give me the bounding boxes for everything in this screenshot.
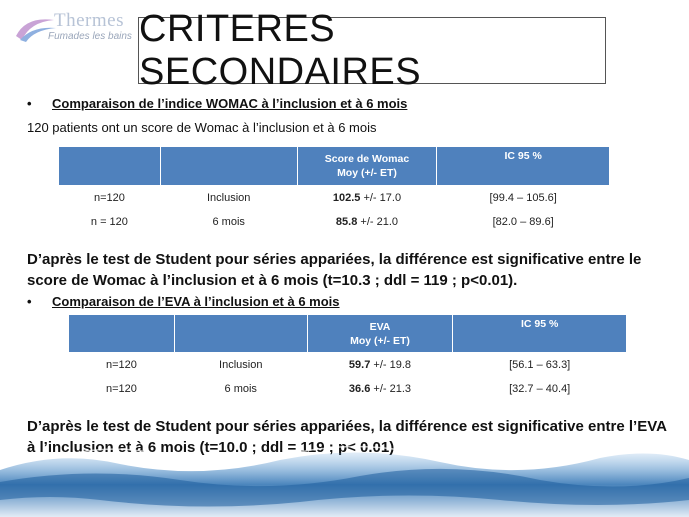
bullet-2: •: [27, 294, 32, 309]
section1-conclusion-line1: D’après le test de Student pour séries appariées, la différence est significative entre le: [27, 251, 642, 268]
cell-n: n = 120: [90, 215, 128, 228]
cell-ci: [56.1 – 63.3]: [509, 358, 571, 371]
section2-heading: Comparaison de l’EVA à l’inclusion et à 6 mois: [52, 294, 340, 309]
table-header-row: [69, 315, 627, 353]
logo-tagline: Fumades les bains: [48, 31, 132, 42]
header-eva-label: EVA: [369, 320, 391, 333]
section2-conclusion-line2: à l’inclusion et à 6 mois (t=10.0 ; ddl = 119 ; p< 0.01): [27, 439, 395, 456]
cell-ci: [82.0 – 89.6]: [492, 215, 554, 228]
table-row: [59, 210, 610, 234]
bullet-1: •: [27, 96, 32, 111]
section1-conclusion-line2: score de Womac à l’inclusion et à 6 mois (t=10.3 ; ddl = 119 ; p<0.01).: [27, 272, 518, 289]
table-row: [69, 353, 627, 377]
cell-time: 6 mois: [224, 382, 257, 395]
cell-mean: [307, 377, 453, 401]
cell-sd-value: +/- 19.8: [370, 358, 412, 371]
table-row: [69, 377, 627, 401]
section1-conclusion: [27, 249, 641, 291]
cell-mean-value: 59.7: [348, 358, 371, 371]
section2-conclusion-line1: D’après le test de Student pour séries appariées, la différence est significative entre l’EVA: [27, 418, 667, 435]
womac-table: [58, 146, 610, 234]
header-cell-eva: [307, 315, 453, 353]
cell-n: n=120: [93, 191, 125, 204]
cell-sd-value: +/- 17.0: [360, 191, 402, 204]
cell-mean: [307, 353, 453, 377]
cell-sd-value: +/- 21.0: [357, 215, 399, 228]
cell-ci: [32.7 – 40.4]: [509, 382, 571, 395]
cell-mean-value: 36.6: [348, 382, 371, 395]
cell-mean-value: 102.5: [332, 191, 361, 204]
header-cell: [59, 147, 161, 186]
cell-n: n=120: [105, 358, 137, 371]
header-cell: [174, 315, 307, 353]
cell-time: Inclusion: [219, 358, 263, 371]
cell-mean: [297, 210, 437, 234]
table-header-row: [59, 147, 610, 186]
header-sub-label: Moy (+/- ET): [350, 334, 410, 347]
header-cell-ic: [453, 315, 627, 353]
header-ic-label: IC 95 %: [504, 150, 542, 162]
cell-time: Inclusion: [207, 191, 251, 204]
cell-ci: [99.4 – 105.6]: [489, 191, 557, 204]
header-score-label: Score de Womac: [324, 153, 410, 165]
eva-table: [68, 314, 627, 401]
page-title: CRITERES SECONDAIRES: [139, 7, 422, 93]
cell-time: 6 mois: [212, 215, 245, 228]
header-ic-label: IC 95 %: [520, 318, 559, 330]
water-splash-decoration: [0, 430, 689, 517]
cell-sd-value: +/- 21.3: [370, 382, 412, 395]
cell-mean-value: 85.8: [335, 215, 358, 228]
header-cell: [69, 315, 175, 353]
header-cell-ic: [437, 147, 610, 186]
section1-intro: 120 patients ont un score de Womac à l’inclusion et à 6 mois: [27, 120, 377, 135]
header-sub-label: Moy (+/- ET): [337, 167, 397, 179]
thermes-logo: [8, 4, 138, 50]
title-box: [138, 7, 606, 93]
logo-name: Thermes: [54, 10, 124, 31]
cell-mean: [297, 186, 437, 210]
section1-heading: Comparaison de l’indice WOMAC à l’inclusion et à 6 mois: [52, 96, 408, 111]
cell-n: n=120: [105, 382, 137, 395]
header-cell: [160, 147, 297, 186]
table-row: [59, 186, 610, 210]
header-cell-score: [297, 147, 437, 186]
